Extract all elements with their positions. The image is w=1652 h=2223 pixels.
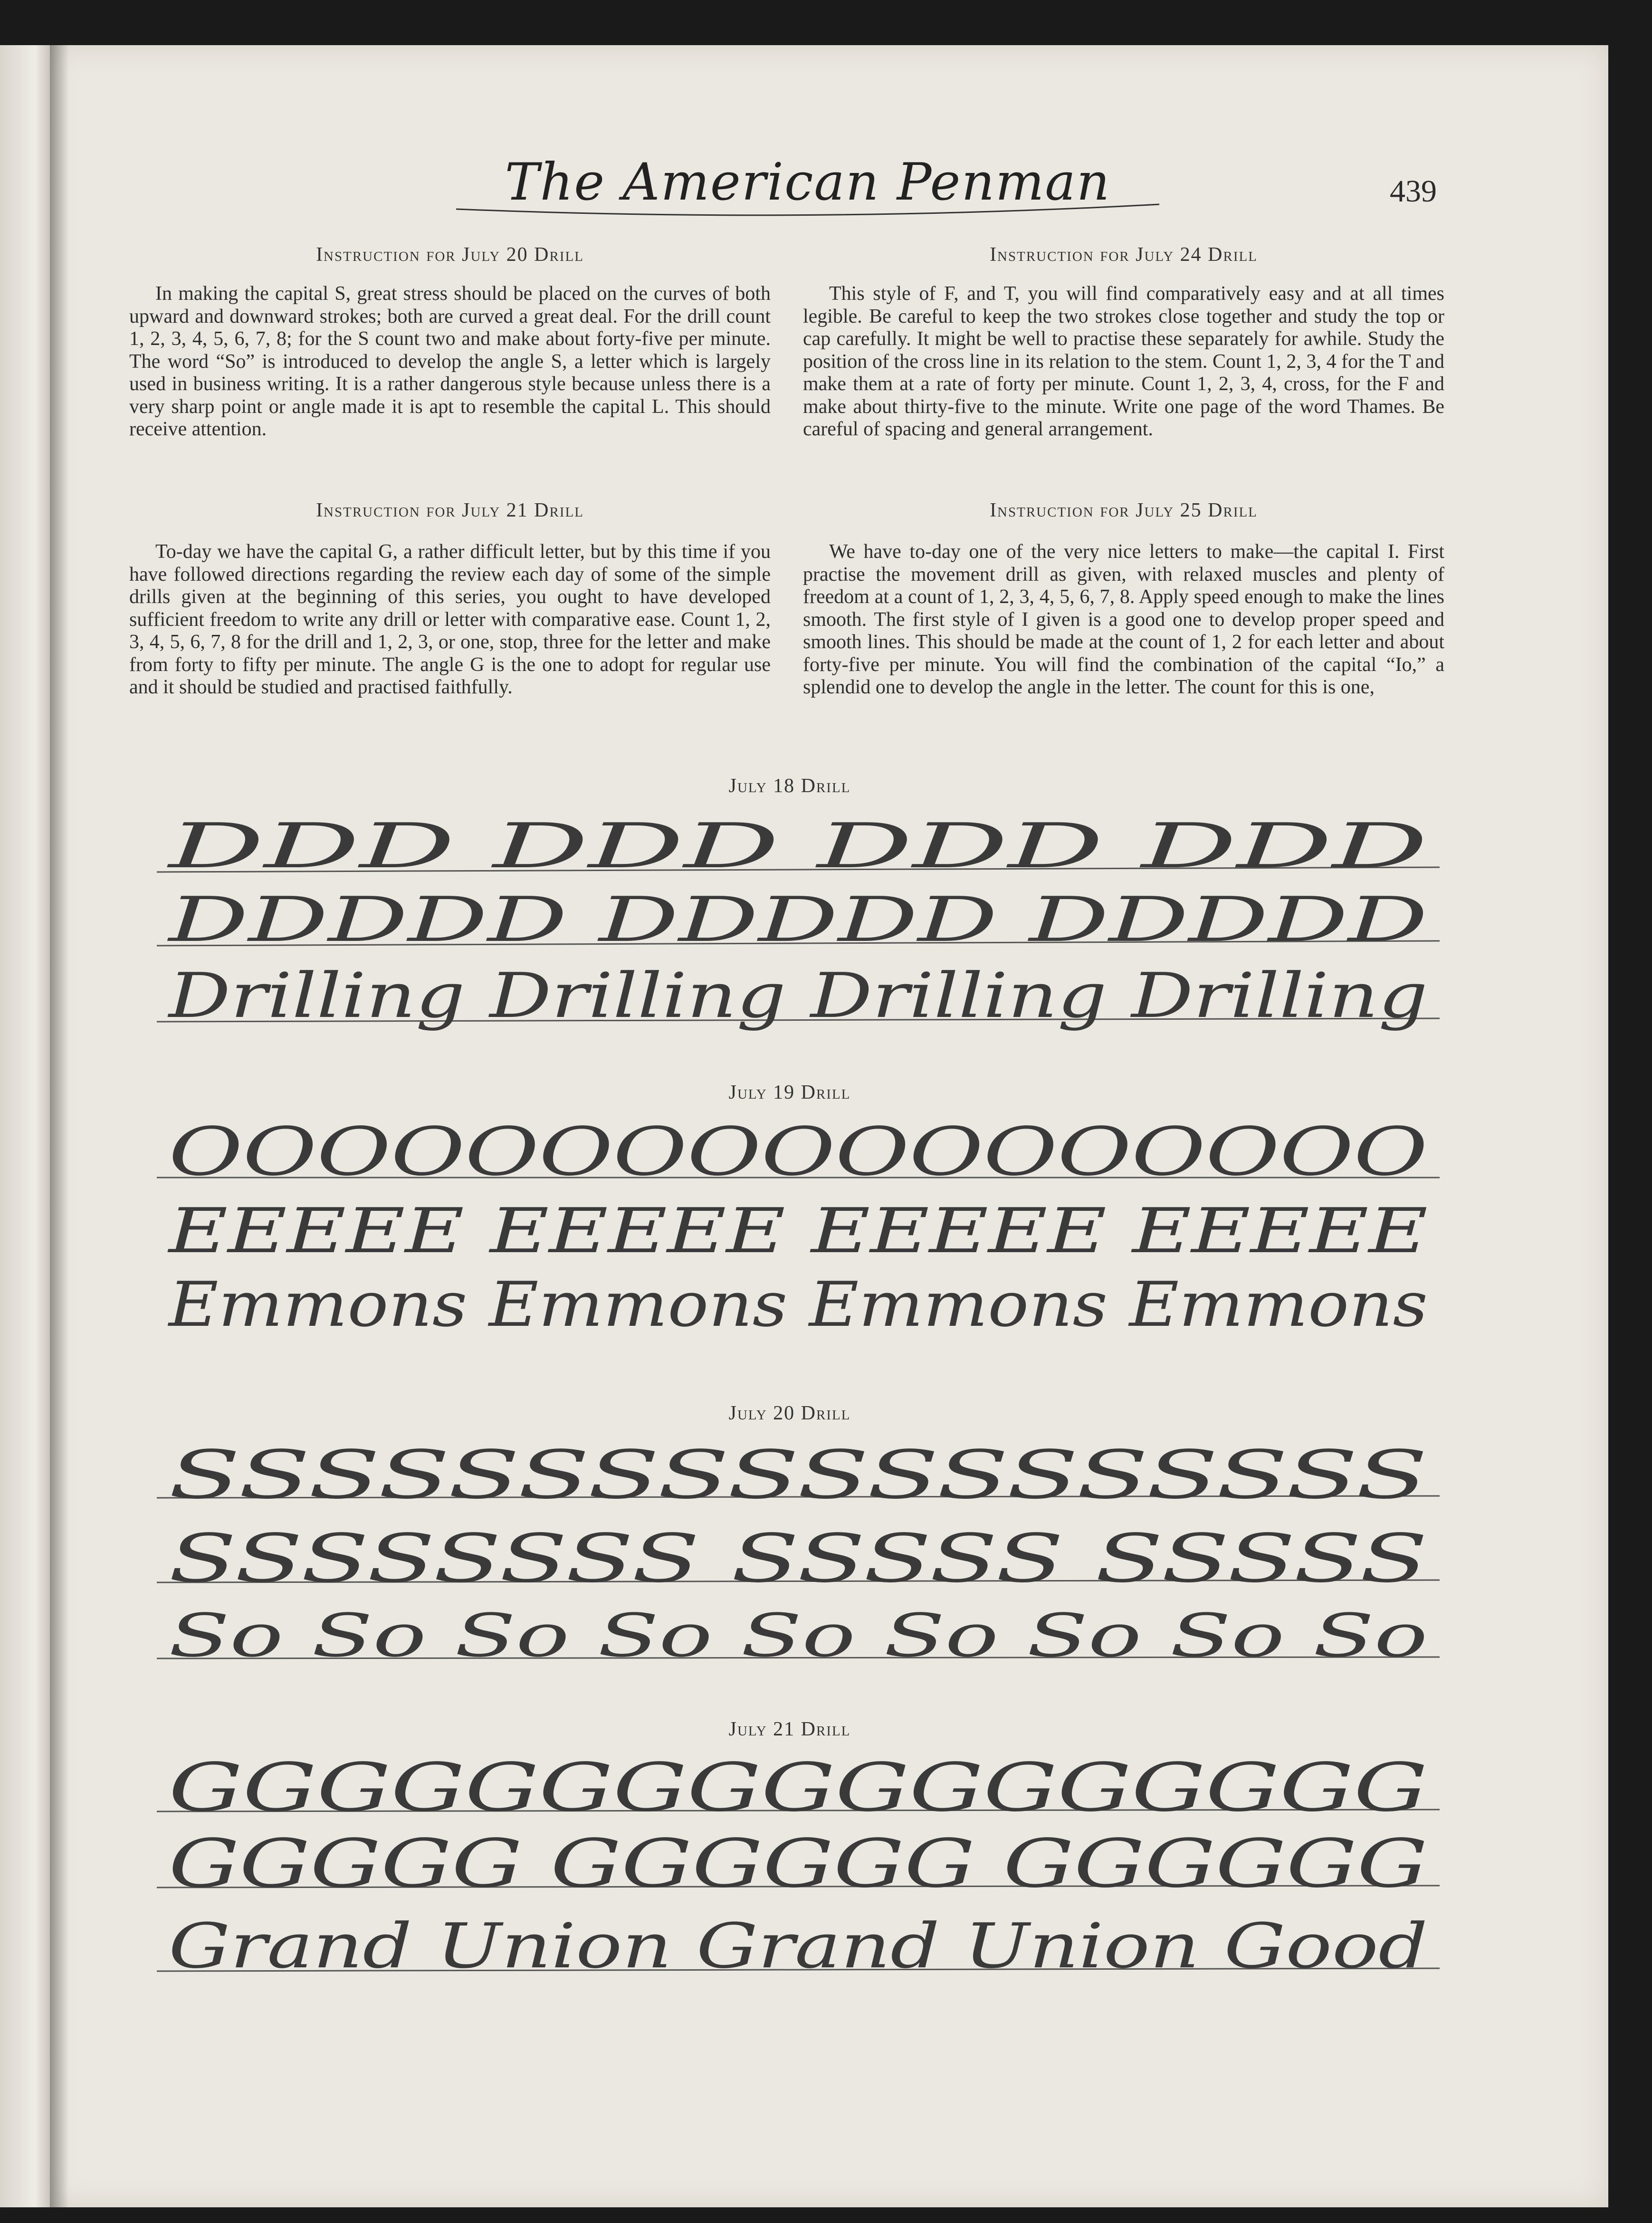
script-drill-row	[157, 1758, 1440, 1830]
script-drill-row	[157, 1121, 1440, 1193]
script-drill-row	[157, 1274, 1440, 1345]
drill-row-text: SSSSSSSSSSSSSSSSSS	[169, 1445, 1428, 1514]
drill-heading: July 21 Drill	[728, 1718, 851, 1740]
instruction-text: In making the capital S, great stress should be placed on the curves of both upward and downward strokes; both are curved a great deal. For the drill count 1, 2, 3, 4, 5, 6, 7, 8; for the S count two and make about forty-five per minute. The word “So” is introduced to develop the angle S, a letter which is largely used in business writing. It is a rather dangerous style because unless there is a very sharp point or angle made it is apt to resemble the capital L. This should receive attention.	[129, 283, 771, 440]
script-drill-row	[157, 1834, 1440, 1906]
drill-row-text: GGGGGGGGGGGGGGGGG	[169, 1758, 1428, 1827]
drill-heading: July 20 Drill	[728, 1402, 851, 1424]
page-number: 439	[1390, 174, 1437, 209]
drill-heading: July 19 Drill	[728, 1082, 851, 1103]
drill-row-text: DDDDD DDDDD DDDDD	[167, 889, 1428, 956]
script-drill-row	[157, 889, 1440, 960]
script-drill-row	[157, 1198, 1440, 1269]
masthead-title-text: The American Penman	[505, 153, 1111, 212]
masthead-title	[428, 152, 1188, 219]
script-drill-row	[157, 815, 1440, 886]
drill-row-text: GGGGG GGGGGG GGGGGG	[169, 1834, 1428, 1903]
instruction-heading: Instruction for July 21 Drill	[316, 499, 584, 521]
drill-row-text: OOOOOOOOOOOOOOOOO	[169, 1121, 1428, 1191]
drill-row-text: So So So So So So So So So	[169, 1604, 1428, 1670]
drill-row-text: Emmons Emmons Emmons Emmons	[167, 1274, 1428, 1341]
drill-heading: July 18 Drill	[728, 775, 851, 797]
script-drill-row	[157, 1525, 1440, 1597]
instruction-text: This style of F, and T, you will find comparatively easy and at all times legible. Be careful to keep the two strokes close together and study the top or cap carefully. It might be well to practise these separately for awhile. Study the position of the cross line in its relation to the stem. Count 1, 2, 3, 4 for the T and make them at a rate of forty per minute. Count 1, 2, 3, 4, cross, for the F and make about thirty-five to the minute. Write one page of the word Thames. Be careful of spacing and general arrangement.	[803, 283, 1444, 440]
drill-row-text: DDD DDD DDD DDD	[167, 815, 1428, 882]
page-gutter-shadow	[50, 45, 69, 2207]
script-drill-row	[157, 1445, 1440, 1516]
drill-row-text: Drilling Drilling Drilling Drilling	[167, 962, 1428, 1032]
drill-row-text: SSSSSSSS SSSSS SSSSS	[169, 1525, 1428, 1597]
script-drill-row	[157, 1915, 1440, 1986]
instruction-heading: Instruction for July 24 Drill	[990, 244, 1258, 266]
instruction-text: We have to-day one of the very nice letters to make—the capital I. First practise the movement drill as given, with relaxed muscles and plenty of freedom at a count of 1, 2, 3, 4, 5, 6, 7, 8. Apply speed enough to make the lines smooth. The first style of I given is a good one to develop proper speed and smooth lines. This should be made at the count of 1, 2 for each letter and about forty-five per minute. You will find the combination of the capital “Io,” a splendid one to develop the angle in the letter. The count for this is one,	[803, 541, 1444, 698]
instruction-text: To-day we have the capital G, a rather difficult letter, but by this time if you have followed directions regarding the review each day of some of the simple drills given at the beginning of this series, you ought to have developed sufficient freedom to write any drill or letter with comparative ease. Count 1, 2, 3, 4, 5, 6, 7, 8 for the drill and 1, 2, 3, or one, stop, three for the letter and make from forty to fifty per minute. The angle G is the one to adopt for regular use and it should be studied and practised faithfully.	[129, 541, 771, 698]
script-drill-row	[157, 1604, 1440, 1675]
drill-row-text: EEEEE EEEEE EEEEE EEEEE	[167, 1198, 1428, 1267]
instruction-heading: Instruction for July 20 Drill	[316, 244, 584, 266]
instruction-heading: Instruction for July 25 Drill	[990, 499, 1258, 521]
script-drill-row	[157, 962, 1440, 1034]
drill-row-text: Grand Union Grand Union Good	[169, 1915, 1428, 1982]
adjacent-page-edge	[0, 45, 50, 2207]
